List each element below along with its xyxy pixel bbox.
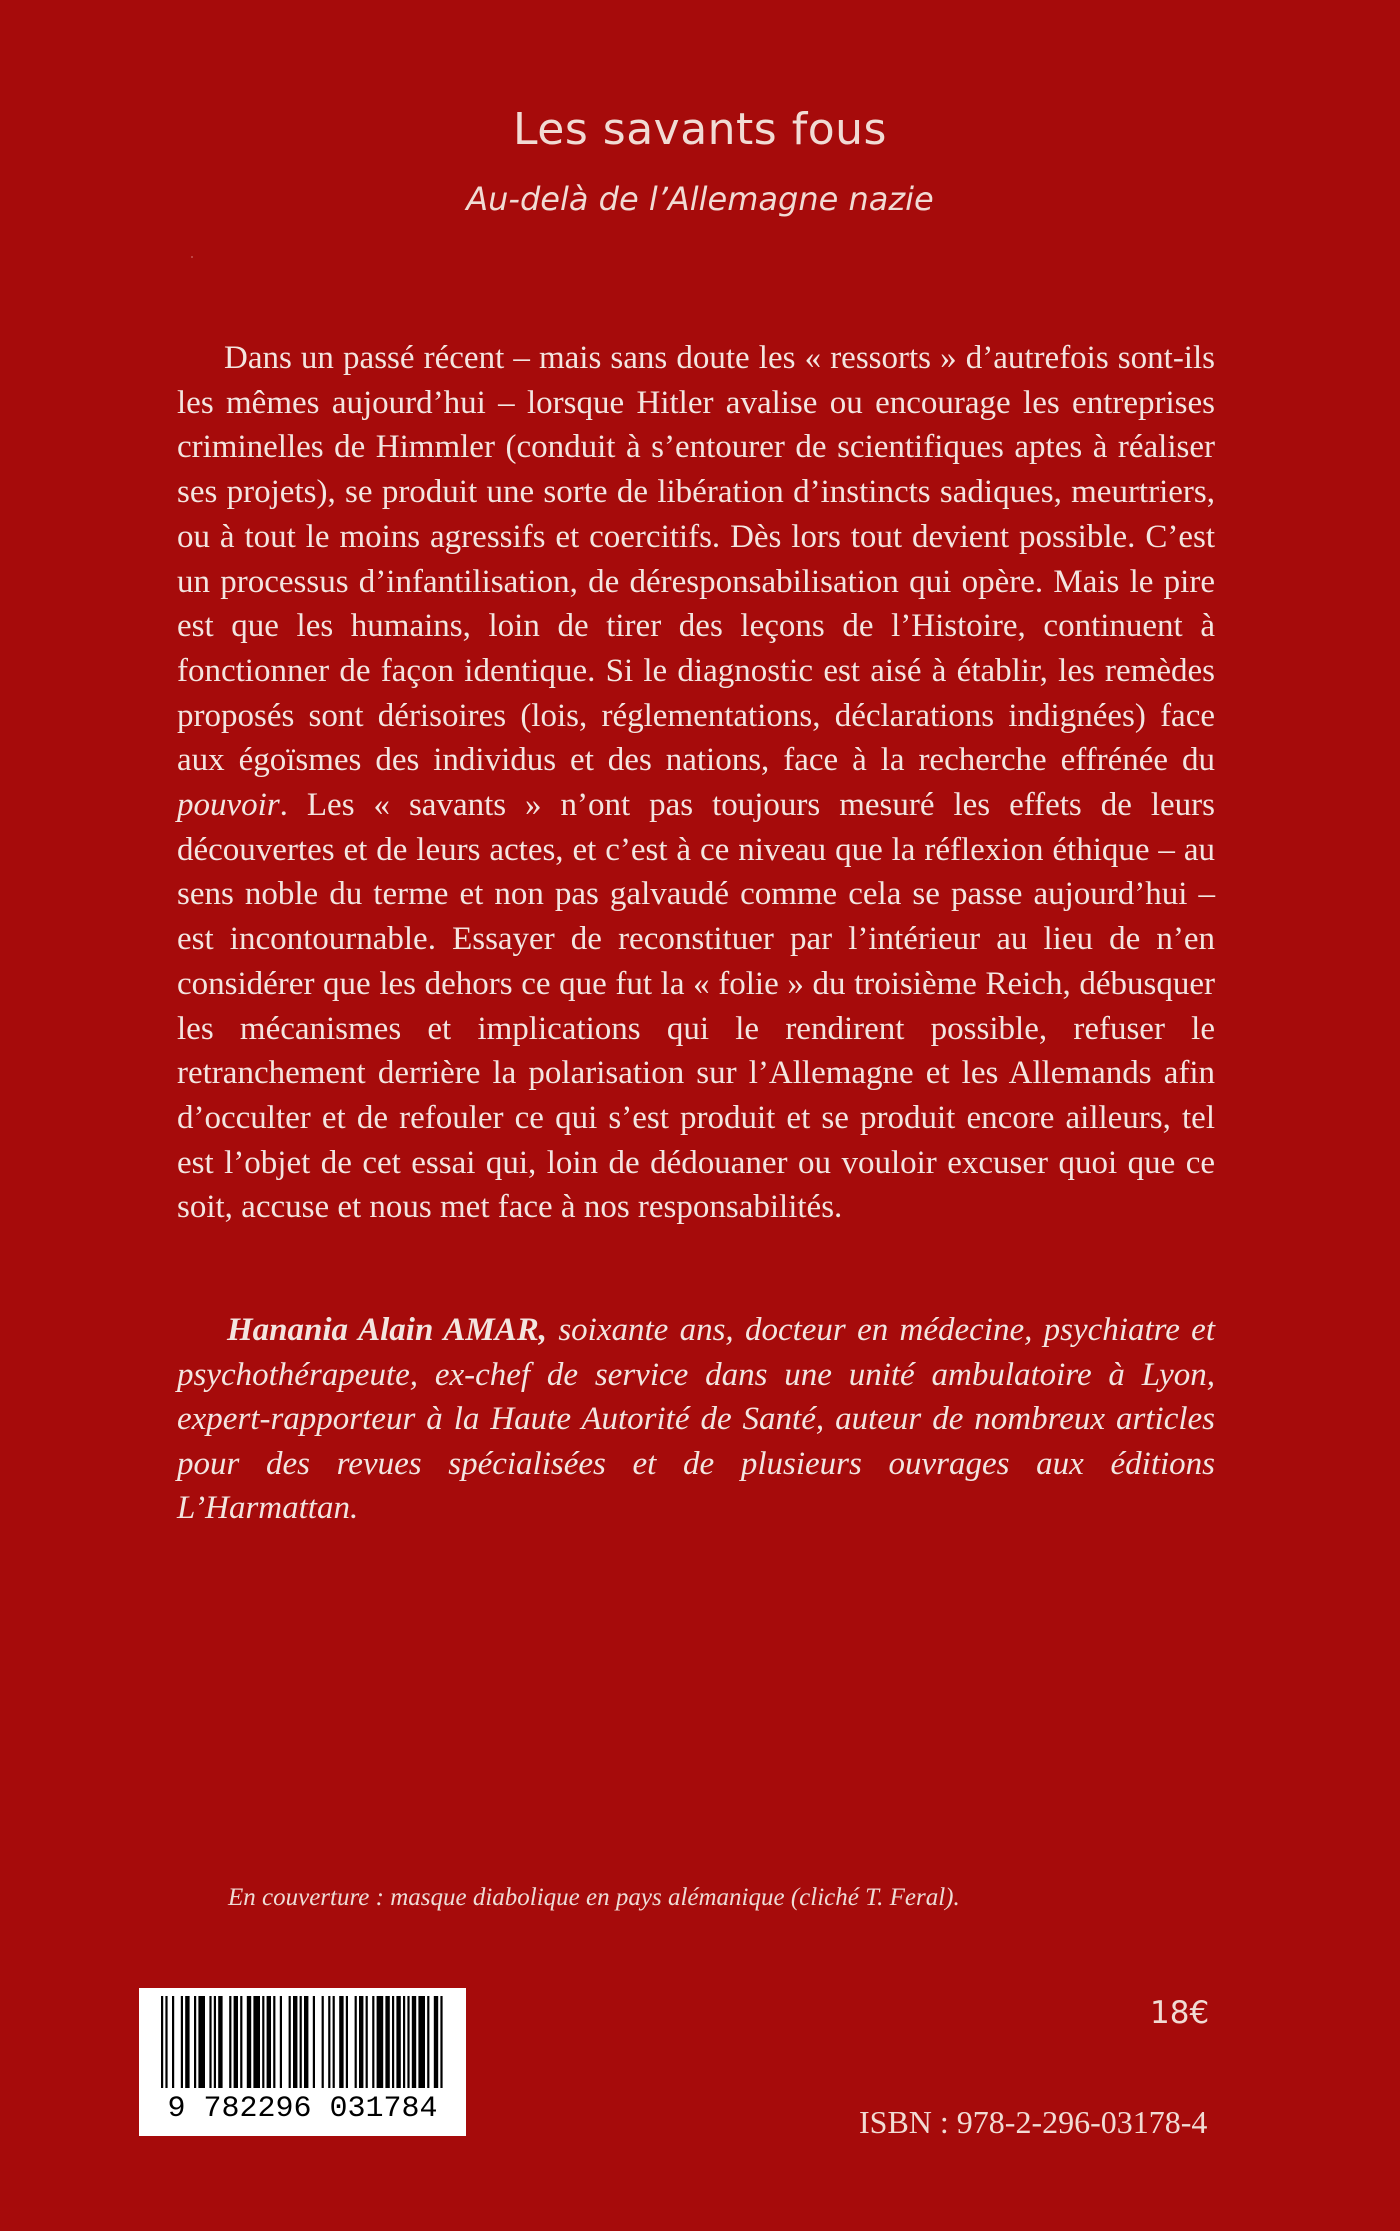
barcode-bar — [289, 1996, 291, 2088]
barcode-bar — [355, 1996, 357, 2088]
barcode-bar — [366, 1996, 368, 2088]
barcode-bar — [262, 1996, 264, 2088]
barcode-bar — [181, 1996, 183, 2088]
barcode-bar — [209, 1996, 211, 2088]
barcode-bar — [392, 1996, 394, 2088]
barcode-bar — [396, 1996, 400, 2088]
barcode-bar — [300, 1996, 302, 2088]
barcode-bar — [339, 1996, 343, 2088]
barcode-bar — [328, 1996, 330, 2088]
barcode-bar — [229, 1996, 231, 2088]
barcode-bar — [267, 1996, 271, 2088]
author-bio-text: soixante ans, docteur en médecine, psychiatre et psychothérapeute, ex-chef de service dans une unité ambulatoire à Lyon, expert-rapporteur à la Haute Autorité de Santé, auteur de nombreux articles pour des revues spécialisées et de plusieurs ouvrages aux éditions L’Harmattan. — [177, 1312, 1215, 1526]
barcode-digits: 9 782296 031784 — [167, 2092, 438, 2126]
barcode-bar — [247, 1996, 251, 2088]
barcode-bar — [418, 1996, 425, 2088]
barcode-bar — [403, 1996, 405, 2088]
barcode-bar — [253, 1996, 260, 2088]
barcode-bar — [412, 1996, 416, 2088]
barcode-bar — [214, 1996, 216, 2088]
barcode-bar — [434, 1996, 438, 2088]
summary-italic-word: pouvoir — [177, 787, 280, 824]
barcode-bar — [172, 1996, 174, 2088]
barcode-bar — [198, 1996, 205, 2088]
book-subtitle: Au-delà de l’Allemagne nazie — [466, 180, 934, 218]
barcode-bar — [377, 1996, 384, 2088]
summary-text — [177, 336, 1215, 1230]
barcode-bar — [185, 1996, 189, 2088]
barcode — [139, 1988, 466, 2136]
barcode-bars — [139, 1988, 466, 2092]
isbn: ISBN : 978-2-296-03178-4 — [859, 2104, 1208, 2140]
barcode-bar — [304, 1996, 308, 2088]
barcode-bar — [293, 1996, 297, 2088]
barcode-bar — [407, 1996, 409, 2088]
barcode-bar — [194, 1996, 196, 2088]
summary-after-italic: . Les « savants » n’ont pas toujours mesuré les effets de leurs découvertes et de leurs actes, et c’est à ce niveau que la réflexion éthique – au sens noble du terme et non pas galvaudé comme cela se passe aujourd’hui – est incontournable. Essayer de reconstituer par l’intérieur au lieu de n’en considérer que les dehors ce que fut la « folie » du troisième Reich, débusquer les mécanismes et implications qui le rendirent possible, refuser le retranchement derrière la polarisation sur l’Allemagne et les Allemands afin d’occulter et de refouler ce qui s’est produit et se produit encore ailleurs, tel est l’objet de cet essai qui, loin de dédouaner ou vouloir excuser quoi que ce soit, accuse et nous met face à nos responsabilités. — [177, 787, 1215, 1226]
barcode-bar — [427, 1996, 429, 2088]
cover-credit: En couverture : masque diabolique en pays alémanique (cliché T. Feral). — [228, 1884, 960, 1911]
barcode-bar — [240, 1996, 242, 2088]
barcode-bar — [161, 1996, 163, 2088]
barcode-bar — [165, 1996, 167, 2088]
price: 18€ — [1150, 1995, 1210, 2031]
barcode-bar — [280, 1996, 282, 2088]
barcode-bar — [385, 1996, 389, 2088]
author-bio — [177, 1308, 1215, 1531]
barcode-bar — [313, 1996, 315, 2088]
print-speck — [191, 256, 193, 258]
barcode-bar — [346, 1996, 348, 2088]
barcode-bar — [322, 1996, 324, 2088]
book-title: Les savants fous — [513, 104, 887, 155]
summary-before-italic: Dans un passé récent – mais sans doute les « ressorts » d’autrefois sont-ils les mêmes aujourd’hui – lorsque Hitler avalise ou encourage les entreprises criminelles de Himmler (conduit à s’entourer de scientifiques aptes à réaliser ses projets), se produit une sorte de libération d’instincts sadiques, meurtriers, ou à tout le moins agressifs et coercitifs. Dès lors tout devient possible. C’est un processus d’infantilisation, de déresponsabilisation qui opère. Mais le pire est que les humains, loin de tirer des leçons de l’Histoire, continuent à fonctionner de façon identique. Si le diagnostic est aisé à établir, les remèdes proposés sont dérisoires (lois, réglementations, déclarations indignées) face aux égoïsmes des individus et des nations, face à la recherche effrénée du — [177, 340, 1215, 779]
barcode-bar — [273, 1996, 275, 2088]
author-name: Hanania Alain AMAR, — [227, 1312, 548, 1348]
barcode-bar — [372, 1996, 374, 2088]
barcode-bar — [234, 1996, 238, 2088]
barcode-bar — [359, 1996, 363, 2088]
summary-paragraph — [177, 336, 1215, 1230]
barcode-bar — [333, 1996, 335, 2088]
barcode-bar — [440, 1996, 442, 2088]
barcode-bar — [218, 1996, 222, 2088]
